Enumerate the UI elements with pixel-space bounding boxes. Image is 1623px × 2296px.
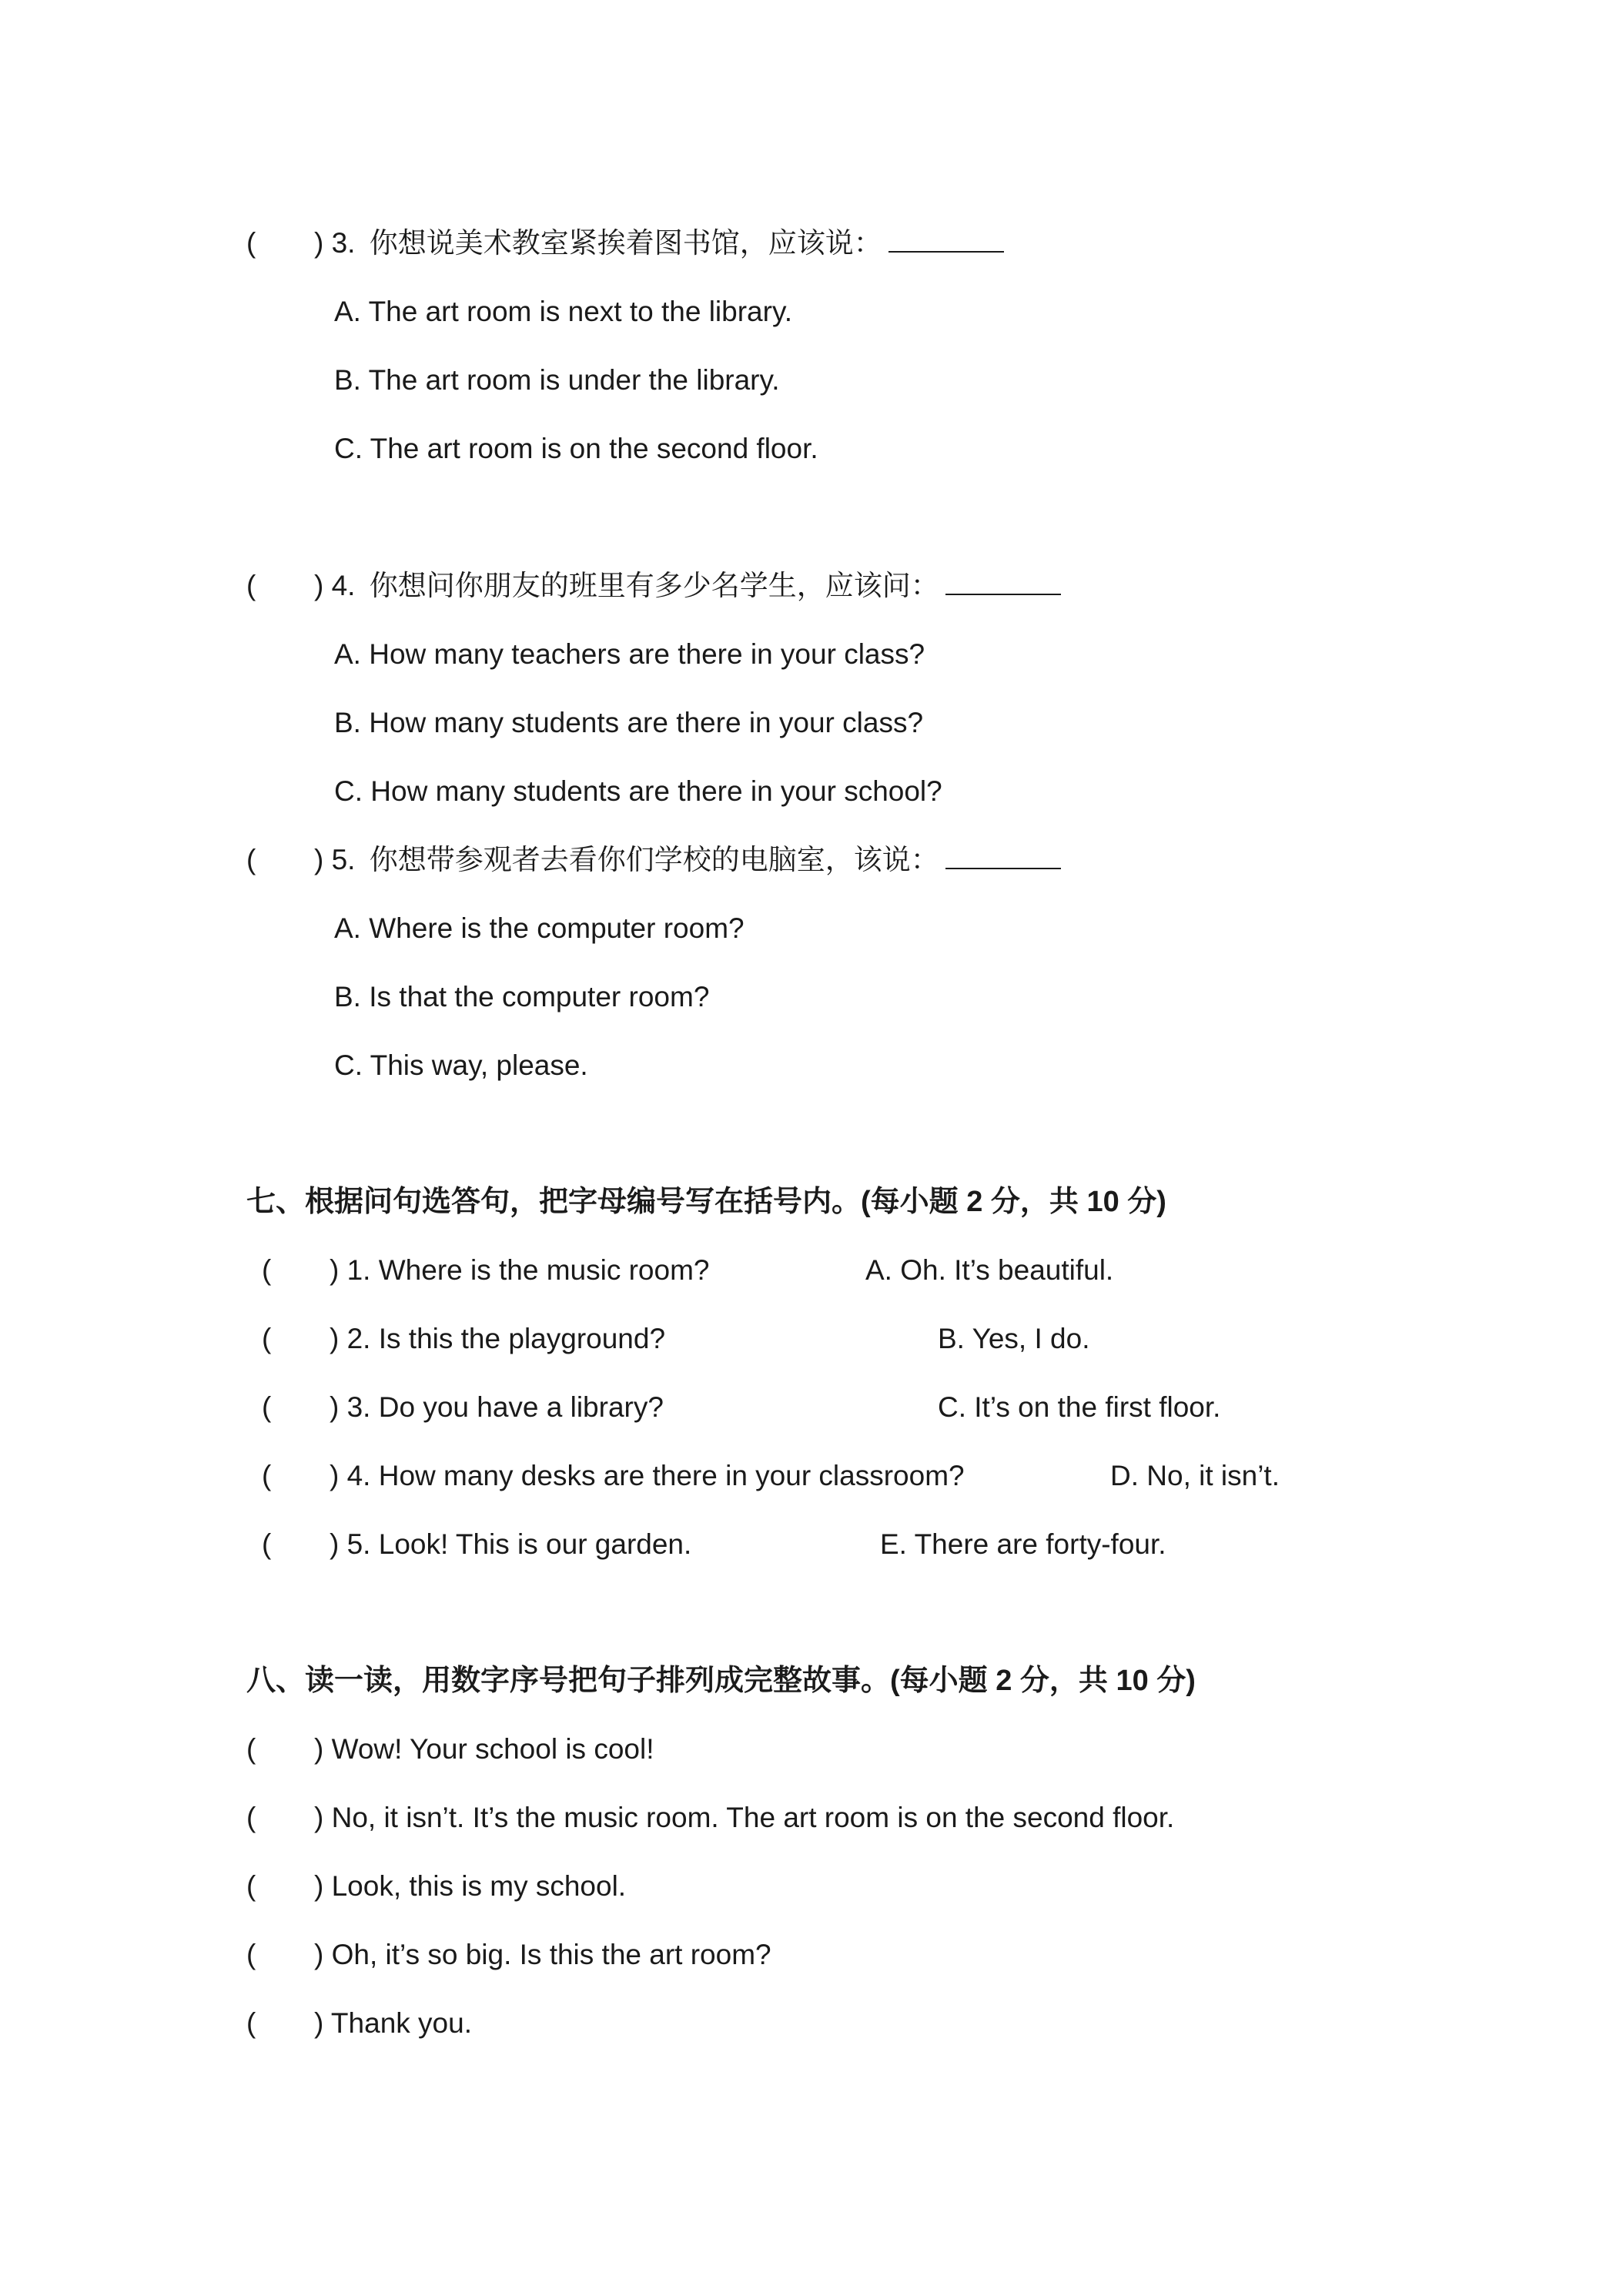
match-paren[interactable]: (	[262, 1528, 272, 1560]
match-paren[interactable]: (	[262, 1460, 272, 1491]
question-5-text	[314, 843, 1061, 877]
match-answer-c: C. It’s on the first floor.	[938, 1391, 1221, 1423]
question-number: ) 3.	[314, 227, 356, 259]
question-prompt: 你想问你朋友的班里有多少名学生，应该问：	[369, 570, 939, 601]
match-answer-d: D. No, it isn’t.	[1110, 1460, 1280, 1491]
question-4-row	[246, 569, 256, 603]
answer-blank[interactable]	[945, 845, 1061, 869]
question-5-row	[246, 843, 256, 877]
match-paren[interactable]: (	[262, 1254, 272, 1286]
option-b: B. The art room is under the library.	[334, 364, 780, 396]
answer-paren-open[interactable]: (	[246, 227, 256, 259]
story-sentence-3: ) Look, this is my school.	[314, 1870, 627, 1902]
option-b: B. Is that the computer room?	[334, 981, 710, 1012]
story-sentence-5: ) Thank you.	[314, 2007, 472, 2039]
question-prompt: 你想说美术教室紧挨着图书馆，应该说：	[369, 227, 882, 259]
answer-blank[interactable]	[945, 571, 1061, 595]
match-answer-e: E. There are forty-four.	[880, 1528, 1166, 1560]
story-paren[interactable]: (	[246, 1870, 256, 1902]
question-number: ) 5.	[314, 844, 356, 875]
question-3-text	[314, 226, 1004, 260]
match-paren[interactable]: (	[262, 1323, 272, 1354]
section-7-heading: 七、根据问句选答句，把字母编号写在括号内。(每小题 2 分，共 10 分)	[246, 1186, 1166, 1218]
match-question-5: ) 5. Look! This is our garden.	[330, 1528, 692, 1560]
story-sentence-2: ) No, it isn’t. It’s the music room. The art room is on the second floor.	[314, 1802, 1175, 1833]
match-question-4: ) 4. How many desks are there in your classroom?	[330, 1460, 965, 1491]
story-sentence-1: ) Wow! Your school is cool!	[314, 1733, 654, 1765]
option-a: A. How many teachers are there in your class?	[334, 638, 925, 670]
option-c: C. This way, please.	[334, 1049, 588, 1081]
answer-blank[interactable]	[888, 228, 1004, 253]
match-answer-a: A. Oh. It’s beautiful.	[865, 1254, 1114, 1286]
question-3-row	[246, 226, 256, 260]
option-a: A. Where is the computer room?	[334, 912, 745, 944]
option-c: C. How many students are there in your school?	[334, 775, 942, 807]
option-c: C. The art room is on the second floor.	[334, 433, 818, 464]
story-sentence-4: ) Oh, it’s so big. Is this the art room?	[314, 1939, 771, 1970]
story-paren[interactable]: (	[246, 2007, 256, 2039]
answer-paren-open[interactable]: (	[246, 844, 256, 875]
story-paren[interactable]: (	[246, 1733, 256, 1765]
story-paren[interactable]: (	[246, 1939, 256, 1970]
option-b: B. How many students are there in your class?	[334, 707, 924, 738]
match-question-2: ) 2. Is this the playground?	[330, 1323, 666, 1354]
question-number: ) 4.	[314, 570, 356, 601]
question-prompt: 你想带参观者去看你们学校的电脑室，该说：	[369, 844, 939, 875]
match-question-1: ) 1. Where is the music room?	[330, 1254, 710, 1286]
match-answer-b: B. Yes, I do.	[938, 1323, 1090, 1354]
section-8-heading: 八、读一读，用数字序号把句子排列成完整故事。(每小题 2 分，共 10 分)	[246, 1665, 1196, 1697]
option-a: A. The art room is next to the library.	[334, 296, 792, 327]
question-4-text	[314, 569, 1061, 603]
match-paren[interactable]: (	[262, 1391, 272, 1423]
story-paren[interactable]: (	[246, 1802, 256, 1833]
match-question-3: ) 3. Do you have a library?	[330, 1391, 664, 1423]
answer-paren-open[interactable]: (	[246, 570, 256, 601]
